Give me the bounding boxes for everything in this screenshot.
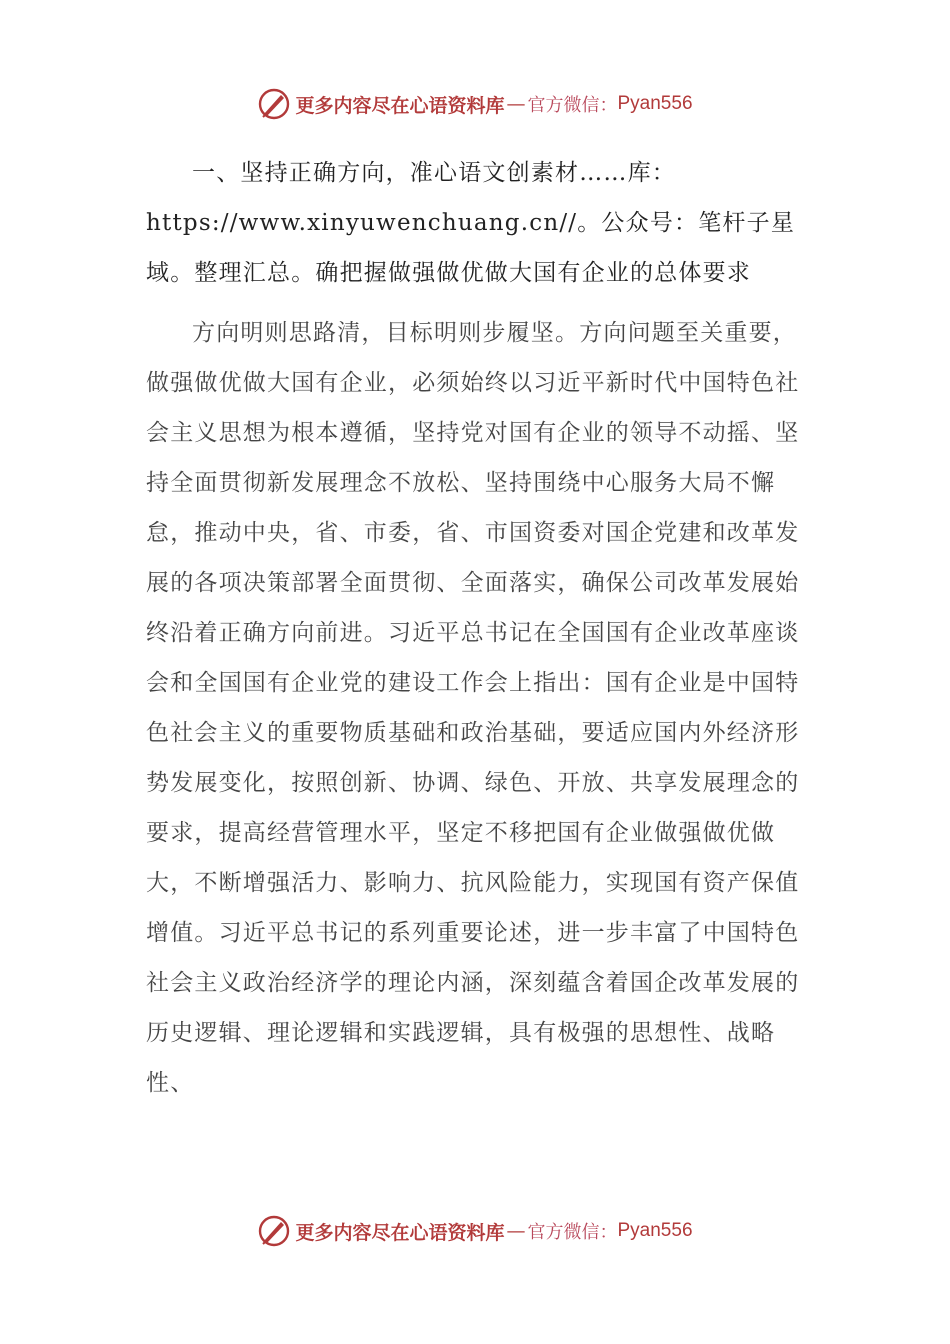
banner-separator: — [506, 93, 526, 115]
banner-title: 更多内容尽在心语资料库 [295, 94, 505, 117]
banner-wechat-label: 官方微信： [527, 95, 618, 116]
body-paragraph: 方向明则思路清，目标明则步履坚。方向问题至关重要，做强做优做大国有企业，必须始终以习近平新时代中国特色社会主义思想为根本遵循，坚持党对国有企业的领导不动摇、坚持全面贯彻新发展理念不放松、坚持围绕中心服务大局不懈怠，推动中央，省、市委，省、市国资委对国企党建和改革发展的各项决策部署全面贯彻、全面落实，确保公司改革发展始终沿着正确方向前进。习近平总书记在全国国有企业改革座谈会和全国国有企业党的建设工作会上指出：国有企业是中国特色社会主义的重要物质基础和政治基础，要适应国内外经济形势发展变化，按照创新、协调、绿色、开放、共享发展理念的要求，提高经营管理水平，坚定不移把国有企业做强做优做大，不断增强活力、影响力、抗风险能力，实现国有资产保值增值。习近平总书记的系列重要论述，进一步丰富了中国特色社会主义政治经济学的理论内涵，深刻蕴含着国企改革发展的历史逻辑、理论逻辑和实践逻辑，具有极强的思想性、战略性、 [146, 320, 800, 1096]
banner-title: 更多内容尽在心语资料库 [295, 1221, 505, 1244]
banner-wechat-id: Pyan556 [617, 1220, 693, 1241]
banner-wechat-id: Pyan556 [617, 93, 693, 114]
header-banner [0, 84, 950, 124]
banner-separator: — [506, 1220, 526, 1242]
banner-wechat-label: 官方微信： [527, 1222, 618, 1243]
quill-logo-icon [257, 1214, 291, 1248]
quill-logo-icon [257, 87, 291, 121]
footer-banner [0, 1211, 950, 1251]
document-body [146, 148, 806, 1108]
section-heading: 一、坚持正确方向，准心语文创素材……库：https://www.xinyuwenchuang.cn//。公众号：笔杆子星域。整理汇总。确把握做强做优做大国有企业的总体要求 [146, 160, 796, 286]
